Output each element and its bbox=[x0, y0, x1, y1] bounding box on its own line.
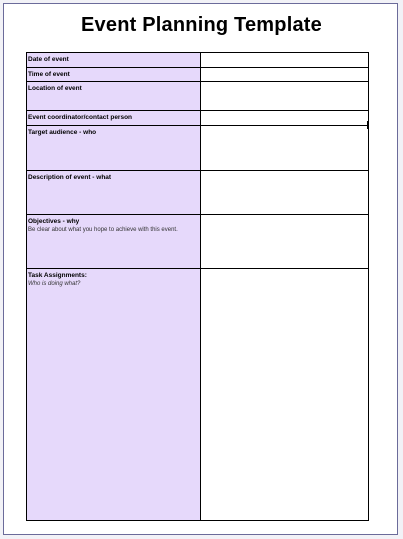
field-hint-tasks: Who is doing what? bbox=[28, 281, 81, 287]
form-row-time bbox=[27, 68, 369, 82]
form-row-audience bbox=[27, 126, 369, 171]
field-label-description: Description of event - what bbox=[28, 174, 112, 181]
audience-field[interactable] bbox=[201, 126, 369, 171]
time-field[interactable] bbox=[201, 68, 369, 82]
label-cell bbox=[27, 215, 201, 269]
form-row-coordinator bbox=[27, 111, 369, 126]
coordinator-field[interactable] bbox=[201, 111, 369, 126]
label-cell bbox=[27, 171, 201, 215]
label-cell bbox=[27, 269, 201, 521]
tasks-field[interactable] bbox=[201, 269, 369, 521]
label-cell bbox=[27, 53, 201, 68]
location-field[interactable] bbox=[201, 82, 369, 111]
form-row-date bbox=[27, 53, 369, 68]
event-form-table bbox=[26, 52, 369, 521]
form-row-location bbox=[27, 82, 369, 111]
field-label-objectives: Objectives - why bbox=[28, 218, 80, 225]
page-title: Event Planning Template bbox=[81, 14, 322, 36]
label-cell bbox=[27, 126, 201, 171]
label-cell bbox=[27, 68, 201, 82]
text-cursor bbox=[367, 121, 368, 129]
field-hint-objectives: Be clear about what you hope to achieve with this event. bbox=[28, 227, 178, 233]
field-label-coordinator: Event coordinator/contact person bbox=[28, 114, 133, 121]
field-label-audience: Target audience - who bbox=[28, 129, 97, 136]
form-row-tasks bbox=[27, 269, 369, 521]
description-field[interactable] bbox=[201, 171, 369, 215]
form-row-description bbox=[27, 171, 369, 215]
field-label-tasks: Task Assignments: bbox=[28, 272, 87, 279]
template-page bbox=[3, 3, 398, 535]
date-field[interactable] bbox=[201, 53, 369, 68]
field-label-date: Date of event bbox=[28, 56, 69, 63]
field-label-location: Location of event bbox=[28, 85, 82, 92]
label-cell bbox=[27, 111, 201, 126]
objectives-field[interactable] bbox=[201, 215, 369, 269]
form-row-objectives bbox=[27, 215, 369, 269]
label-cell bbox=[27, 82, 201, 111]
field-label-time: Time of event bbox=[28, 71, 70, 78]
